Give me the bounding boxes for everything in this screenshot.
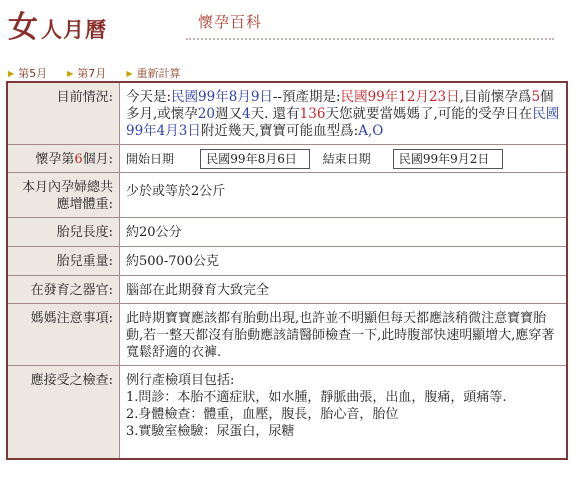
row-label: 本月內孕婦總共應增體重: — [7, 173, 120, 218]
row-baby-weight — [7, 247, 567, 276]
row-value — [120, 366, 568, 460]
logo-text: 人月曆 — [41, 18, 107, 42]
dotted-divider — [186, 38, 554, 40]
row-value: 少於或等於2公斤 — [120, 173, 568, 218]
pregnancy-info-table — [6, 81, 568, 460]
end-date-label: 結束日期 — [322, 152, 371, 166]
checks-item: 2.身體檢查：體重，血壓，腹長，胎心音，胎位 — [126, 407, 399, 422]
row-organ — [7, 276, 567, 304]
row-label: 在發育之器官: — [7, 276, 120, 304]
triangle-icon: ▶ — [67, 68, 74, 78]
checks-item: 3.實驗室檢驗：尿蛋白，尿糖 — [126, 424, 295, 439]
weeks-count: 20 — [197, 106, 215, 122]
row-label: 胎兒長度: — [7, 218, 120, 247]
row-checks — [7, 366, 567, 460]
nav-label: 重新計算 — [136, 67, 181, 80]
row-label: 懷孕第6個月: — [7, 145, 120, 173]
nav-recalculate[interactable] — [126, 65, 180, 81]
remaining-days: 136 — [299, 106, 326, 122]
end-date-field[interactable]: 民國99年9月2日 — [393, 149, 503, 169]
due-date: 民國99年12月23日 — [340, 89, 460, 105]
nav-label: 第5月 — [18, 67, 48, 80]
row-value — [120, 145, 568, 173]
conception-date: 民國99年4月3日 — [126, 106, 560, 139]
month-nav — [8, 65, 180, 81]
logo-big-char: 女 — [8, 10, 39, 45]
checks-intro: 例行產檢項目包括: — [126, 373, 235, 388]
nav-label: 第7月 — [77, 67, 107, 80]
months-count: 5 — [531, 89, 541, 105]
row-month — [7, 145, 567, 173]
row-status — [7, 82, 567, 145]
row-label: 目前情況: — [7, 82, 120, 145]
row-weight-gain — [7, 173, 567, 218]
row-label: 胎兒重量: — [7, 247, 120, 276]
start-date-field[interactable]: 民國99年8月6日 — [200, 149, 310, 169]
triangle-icon: ▶ — [8, 68, 15, 78]
row-value: 此時期寶寶應該都有胎動出現,也許並不明顯但每天都應該稍微注意寶寶胎動,若一整天都沒有胎動應該請醫師檢查一下,此時腹部快速明顯增大,應穿著寬鬆舒適的衣褲. — [120, 304, 568, 366]
today-date: 民國99年8月9日 — [171, 89, 273, 105]
row-value: 約500-700公克 — [120, 247, 568, 276]
days-count: 4 — [241, 106, 251, 122]
nav-next-month[interactable] — [67, 65, 106, 81]
site-logo[interactable] — [8, 2, 107, 46]
row-length — [7, 218, 567, 247]
row-label: 媽媽注意事項: — [7, 304, 120, 366]
triangle-icon: ▶ — [126, 68, 133, 78]
start-date-label: 開始日期 — [126, 152, 175, 166]
row-label: 應接受之檢查: — [7, 366, 120, 460]
checks-item: 1.問診：本胎不適症狀，如水腫，靜脈曲張，出血，腹痛，頭痛等. — [126, 390, 507, 405]
row-notes — [7, 304, 567, 366]
row-value: 今天是:民國99年8月9日--預產期是:民國99年12月23日,目前懷孕爲5個多月,或懷孕20週又4天. 還有136天您就要當媽媽了,可能的受孕日在民國99年4月3日附近幾天,寶寶可能血型爲:A,O — [120, 82, 568, 145]
blood-type: A,O — [358, 123, 384, 139]
row-value: 約20公分 — [120, 218, 568, 247]
header — [0, 0, 572, 48]
section-title: 懷孕百科 — [198, 13, 263, 31]
nav-prev-month[interactable] — [8, 65, 47, 81]
row-value: 腦部在此期發育大致完全 — [120, 276, 568, 304]
